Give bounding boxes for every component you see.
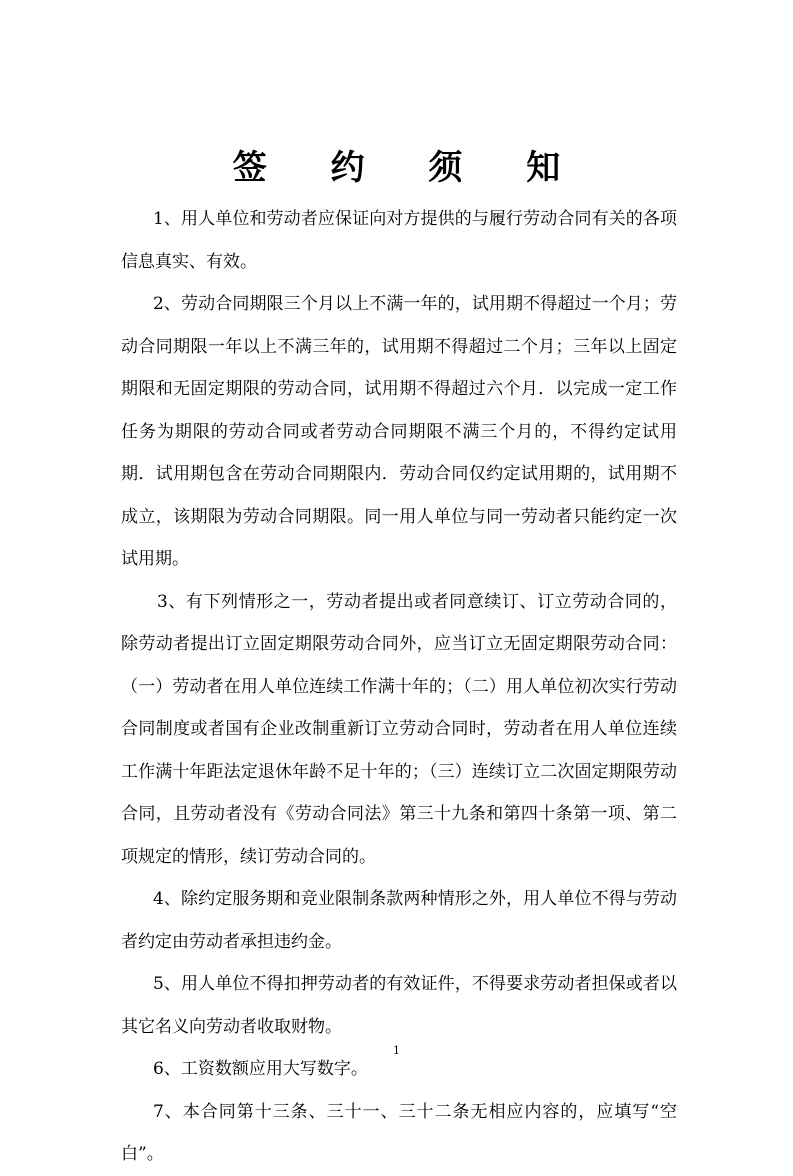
clause-2: 2、劳动合同期限三个月以上不满一年的，试用期不得超过一个月；劳动合同期限一年以上不满三年的，试用期不得超过二个月；三年以上固定期限和无固定期限的劳动合同，试用期不得超过六个月．以完成一定工作任务为期限的劳动合同或者劳动合同期限不满三个月的，不得约定试用期．试用期包含在劳动合同期限内．劳动合同仅约定试用期的，试用期不成立，该期限为劳动合同期限。同一用人单位与同一劳动者只能约定一次试用期。 <box>121 294 677 569</box>
document-body <box>121 198 677 1176</box>
clause-3: 3、有下列情形之一，劳动者提出或者同意续订、订立劳动合同的，除劳动者提出订立固定期限劳动合同外，应当订立无固定期限劳动合同：（一）劳动者在用人单位连续工作满十年的；（二）用人单位初次实行劳动合同制度或者国有企业改制重新订立劳动合同时，劳动者在用人单位连续工作满十年距法定退休年龄不足十年的；（三）连续订立二次固定期限劳动合同，且劳动者没有《劳动合同法》第三十九条和第四十条第一项、第二项规定的情形，续订劳动合同的。 <box>121 591 677 867</box>
clause-4: 4、除约定服务期和竞业限制条款两种情形之外，用人单位不得与劳动者约定由劳动者承担违约金。 <box>121 889 677 952</box>
clause-7: 7、本合同第十三条、三十一、三十二条无相应内容的，应填写“空白”。 <box>121 1101 677 1164</box>
clause-6: 6、工资数额应用大写数字。 <box>153 1059 368 1079</box>
clause-1: 1、用人单位和劳动者应保证向对方提供的与履行劳动合同有关的各项信息真实、有效。 <box>121 209 677 272</box>
page-number: 1 <box>393 1044 400 1057</box>
document-title: 签 约 须 知 <box>232 148 587 188</box>
clause-5: 5、用人单位不得扣押劳动者的有效证件，不得要求劳动者担保或者以其它名义向劳动者收取财物。 <box>121 974 677 1037</box>
